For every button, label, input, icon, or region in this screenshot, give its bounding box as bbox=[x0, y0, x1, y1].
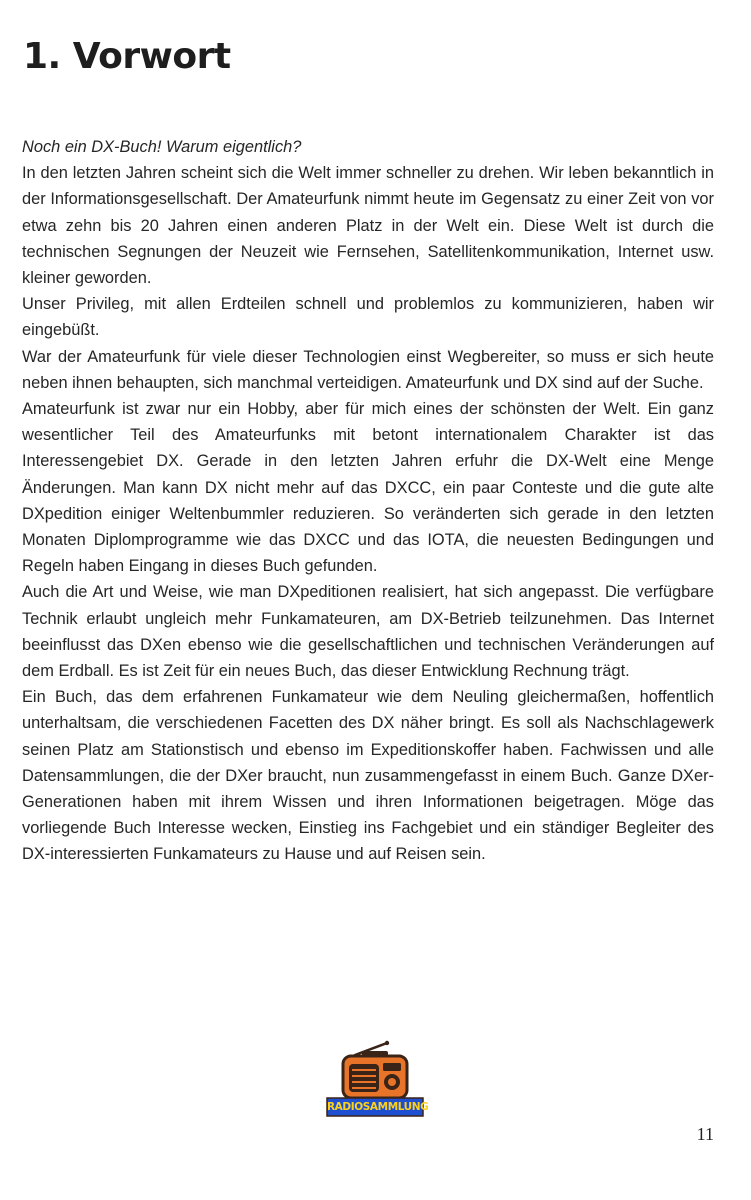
radiosammlung-logo bbox=[325, 1040, 429, 1118]
paragraph-5: Auch die Art und Weise, wie man DXpeditionen realisiert, hat sich angepasst. Die verfügbare Technik erlaubt ungleich mehr Funkamateuren, am DX-Betrieb teilzunehmen. Das Internet beeinflusst das DXen ebenso wie die gesellschaftlichen und technischen Veränderungen auf dem Erdball. Es ist Zeit für ein neues Buch, das dieser Entwicklung Rechnung trägt. bbox=[22, 583, 714, 681]
body-text bbox=[22, 134, 714, 868]
paragraph-1: In den letzten Jahren scheint sich die Welt immer schneller zu drehen. Wir leben bekanntlich in der Informationsgesellschaft. Der Amateurfunk nimmt heute im Gegensatz zu einer Zeit von vor etwa zehn bis 20 Jahren einen anderen Platz in der Welt ein. Diese Welt ist durch die technischen Segnungen der Neuzeit wie Fernsehen, Satellitenkommunikation, Internet usw. kleiner geworden. bbox=[22, 164, 714, 288]
section-subtitle: Noch ein DX-Buch! Warum eigentlich? bbox=[22, 138, 302, 156]
logo-text: RADIOSAMMLUNG bbox=[327, 1101, 429, 1113]
page-number: 11 bbox=[696, 1124, 714, 1144]
paragraph-6: Ein Buch, das dem erfahrenen Funkamateur wie dem Neuling gleichermaßen, hoffentlich unterhaltsam, die verschiedenen Facetten des DX näher bringt. Es soll als Nachschlagewerk seinen Platz am Stationstisch und ebenso im Expeditionskoffer haben. Fachwissen und alle Datensammlungen, die der DXer braucht, nun zusammengefasst in einem Buch. Ganze DXer-Generationen haben mit ihrem Wissen und ihren Informationen beigetragen. Möge das vorliegende Buch Interesse wecken, Einstieg ins Fachgebiet und ein ständiger Begleiter des DX-interessierten Funkamateurs zu Hause und auf Reisen sein. bbox=[22, 688, 714, 864]
paragraph-3: War der Amateurfunk für viele dieser Technologien einst Wegbereiter, so muss er sich heute neben ihnen behaupten, sich manchmal verteidigen. Amateurfunk und DX sind auf der Suche. bbox=[22, 347, 714, 392]
chapter-title: 1. Vorwort bbox=[23, 36, 231, 77]
paragraph-2: Unser Privileg, mit allen Erdteilen schnell und problemlos zu kommunizieren, haben wir eingebüßt. bbox=[22, 295, 714, 340]
paragraph-4: Amateurfunk ist zwar nur ein Hobby, aber für mich eines der schönsten der Welt. Ein ganz wesentlicher Teil des Amateurfunks mit betont internationalem Charakter ist das Interessengebiet DX. Gerade in den letzten Jahren erfuhr die DX-Welt eine Menge Änderungen. Man kann DX nicht mehr auf das DXCC, ein paar Conteste und die gute alte DXpedition einiger Weltenbummler reduzieren. So veränderten sich gerade in den letzten Monaten Diplomprogramme wie das DXCC und das IOTA, die neuesten Bedingungen und Regeln haben Eingang in dieses Buch gefunden. bbox=[22, 400, 714, 576]
